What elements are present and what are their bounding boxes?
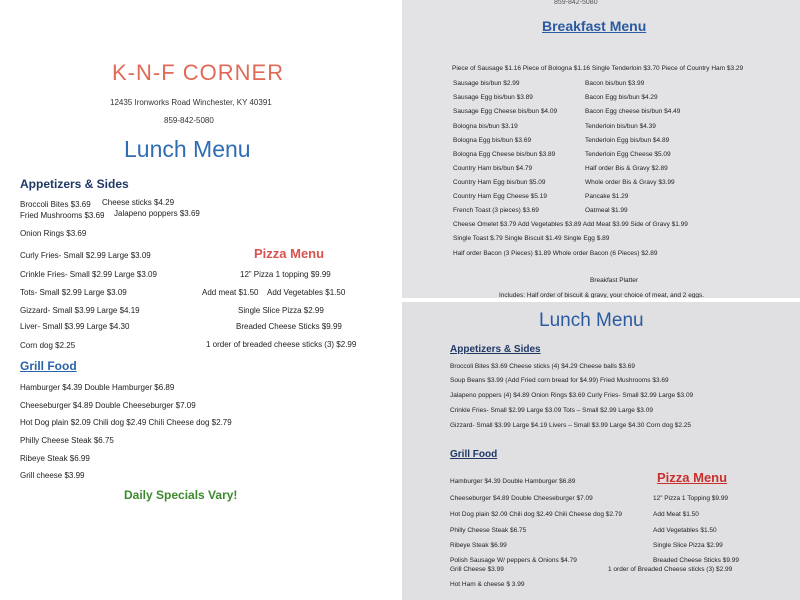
menu-item: 12” Pizza 1 topping $9.99 xyxy=(240,270,331,279)
menu-item: 1 order of Breaded Cheese sticks (3) $2.99 xyxy=(608,566,733,573)
menu-item: Bacon bis/bun $3.99 xyxy=(585,80,645,87)
menu-item: Breaded Cheese Sticks $9.99 xyxy=(653,557,739,564)
menu-item: Bologna Egg bis/bun $3.69 xyxy=(453,137,532,144)
menu-item: Breaded Cheese Sticks $9.99 xyxy=(236,322,342,331)
menu-item: Sausage Egg bis/bun $3.89 xyxy=(453,94,533,101)
menu-item: Tenderloin bis/bun $4.39 xyxy=(585,123,656,130)
menu-item: Cheeseburger $4.89 Double Cheeseburger $7.09 xyxy=(450,495,593,502)
menu-item: Sausage Egg Cheese bis/bun $4.09 xyxy=(453,108,558,115)
menu-item: Add Vegetables $1.50 xyxy=(653,527,717,534)
menu-item: Jalapeno poppers $3.69 xyxy=(114,209,200,218)
platter-description: Includes: Half order of biscuit & gravy, your choice of meat, and 2 eggs. xyxy=(499,292,705,298)
menu-item: Bacon Egg cheese bis/bun $4.49 xyxy=(585,108,681,115)
menu-item: Jalapeno poppers (4) $4.89 Onion Rings $3.69 Curly Fries- Small $2.99 Large $3.09 xyxy=(450,392,694,399)
menu-item: Grill Cheese $3.99 xyxy=(450,566,504,573)
menu-item: Piece of Sausage $1.16 Piece of Bologna $1.16 Single Tenderloin $3.70 Piece of Country Ham $3.29 xyxy=(452,65,744,72)
menu-item: Add Meat $1.50 xyxy=(653,511,699,518)
menu-item: Hot Ham & cheese $ 3.99 xyxy=(450,581,525,588)
menu-item: Ribeye Steak $6.99 xyxy=(450,542,507,549)
menu-item: Cheese sticks $4.29 xyxy=(102,198,175,207)
menu-item: Country Ham bis/bun $4.79 xyxy=(453,165,533,172)
menu-item: Hamburger $4.39 Double Hamburger $6.89 xyxy=(450,478,576,485)
menu-item: Crinkle Fries- Small $2.99 Large $3.09 Tots – Small $2.99 Large $3.09 xyxy=(450,407,653,414)
menu-item: French Toast (3 pieces) $3.69 xyxy=(453,207,539,214)
pizza-heading: Pizza Menu xyxy=(657,470,728,485)
menu-item: Half order Bacon (3 Pieces) $1.89 Whole order Bacon (6 Pieces) $2.89 xyxy=(453,250,658,257)
menu-item: Bacon Egg bis/bun $4.29 xyxy=(585,94,658,101)
menu-item: Single Toast $.79 Single Biscuit $1.49 Single Egg $.89 xyxy=(453,235,610,242)
pizza-heading: Pizza Menu xyxy=(254,246,325,261)
page-title: Lunch Menu xyxy=(124,136,251,162)
menu-item: Hot Dog plain $2.09 Chili dog $2.49 Chili Cheese dog $2.79 xyxy=(450,511,623,518)
menu-item: Curly Fries- Small $2.99 Large $3.09 xyxy=(20,251,151,260)
breakfast-title: Breakfast Menu xyxy=(542,18,647,34)
menu-item: Crinkle Fries- Small $2.99 Large $3.09 xyxy=(20,270,157,279)
menu-item: Cheeseburger $4.89 Double Cheeseburger $7.09 xyxy=(20,401,196,410)
restaurant-address: 12435 Ironworks Road Winchester, KY 40391 xyxy=(110,98,272,107)
menu-item: Single Slice Pizza $2.99 xyxy=(238,306,324,315)
menu-item: Grill cheese $3.99 xyxy=(20,471,85,480)
appetizers-heading: Appetizers & Sides xyxy=(20,177,129,191)
menu-item: Soup Beans $3.99 (Add Fried corn bread for $4.99) Fried Mushrooms $3.69 xyxy=(450,377,669,384)
menu-item: Philly Cheese Steak $6.75 xyxy=(20,436,114,445)
restaurant-name: K-N-F CORNER xyxy=(112,60,285,85)
menu-item: Single Slice Pizza $2.99 xyxy=(653,542,723,549)
menu-item: Hamburger $4.39 Double Hamburger $6.89 xyxy=(20,383,175,392)
menu-item: Polish Sausage W/ peppers & Onions $4.79 xyxy=(450,557,577,564)
grill-heading: Grill Food xyxy=(450,449,498,460)
menu-item: Bologna bis/bun $3.19 xyxy=(453,123,518,130)
menu-item: Add meat $1.50 xyxy=(202,288,259,297)
menu-item: Oatmeal $1.99 xyxy=(585,207,628,214)
menu-item: Liver- Small $3.99 Large $4.30 xyxy=(20,322,130,331)
menu-item: Hot Dog plain $2.09 Chili dog $2.49 Chili Cheese dog $2.79 xyxy=(20,418,232,427)
menu-item: Onion Rings $3.69 xyxy=(20,229,87,238)
breakfast-menu-page xyxy=(402,0,800,298)
platter-heading: Breakfast Platter xyxy=(590,277,639,284)
menu-item: Whole order Bis & Gravy $3.99 xyxy=(585,179,675,186)
menu-item: Pancake $1.29 xyxy=(585,193,629,200)
menu-item: Half order Bis & Gravy $2.89 xyxy=(585,165,668,172)
breakfast-phone: 859-842-5080 xyxy=(554,0,598,6)
appetizers-heading: Appetizers & Sides xyxy=(450,344,541,355)
menu-item: Broccoli Bites $3.69 Cheese sticks (4) $4.29 Cheese balls $3.69 xyxy=(450,363,635,370)
menu-item: Bologna Egg Cheese bis/bun $3.89 xyxy=(453,151,556,158)
menu-item: Philly Cheese Steak $6.75 xyxy=(450,527,527,534)
menu-item: Country Ham Egg Cheese $5.19 xyxy=(453,193,547,200)
restaurant-phone: 859-842-5080 xyxy=(164,116,214,125)
menu-item: Gizzard- Small $3.99 Large $4.19 Livers – Small $3.99 Large $4.30 Corn dog $2.25 xyxy=(450,422,692,429)
menu-item: Gizzard- Small $3.99 Large $4.19 xyxy=(20,306,140,315)
menu-item: 1 order of breaded cheese sticks (3) $2.99 xyxy=(206,340,357,349)
lunch-title: Lunch Menu xyxy=(539,310,644,331)
menu-item: Add Vegetables $1.50 xyxy=(267,288,346,297)
menu-item: Fried Mushrooms $3.69 xyxy=(20,211,105,220)
menu-item: Broccoli Bites $3.69 xyxy=(20,200,91,209)
menu-item: Tenderloin Egg bis/bun $4.89 xyxy=(585,137,670,144)
daily-specials: Daily Specials Vary! xyxy=(124,488,238,502)
menu-item: 12” Pizza 1 Topping $9.99 xyxy=(653,495,729,502)
menu-item: Cheese Omelet $3.79 Add Vegetables $3.89 Add Meat $3.99 Side of Gravy $1.99 xyxy=(453,221,688,228)
menu-item: Sausage bis/bun $2.99 xyxy=(453,80,520,87)
menu-item: Tots- Small $2.99 Large $3.09 xyxy=(20,288,127,297)
menu-item: Ribeye Steak $6.99 xyxy=(20,454,90,463)
grill-heading: Grill Food xyxy=(20,359,77,373)
lunch-menu-photo-page xyxy=(402,302,800,600)
menu-item: Tenderloin Egg Cheese $5.09 xyxy=(585,151,671,158)
menu-item: Country Ham Egg bis/bun $5.09 xyxy=(453,179,546,186)
menu-item: Corn dog $2.25 xyxy=(20,341,76,350)
